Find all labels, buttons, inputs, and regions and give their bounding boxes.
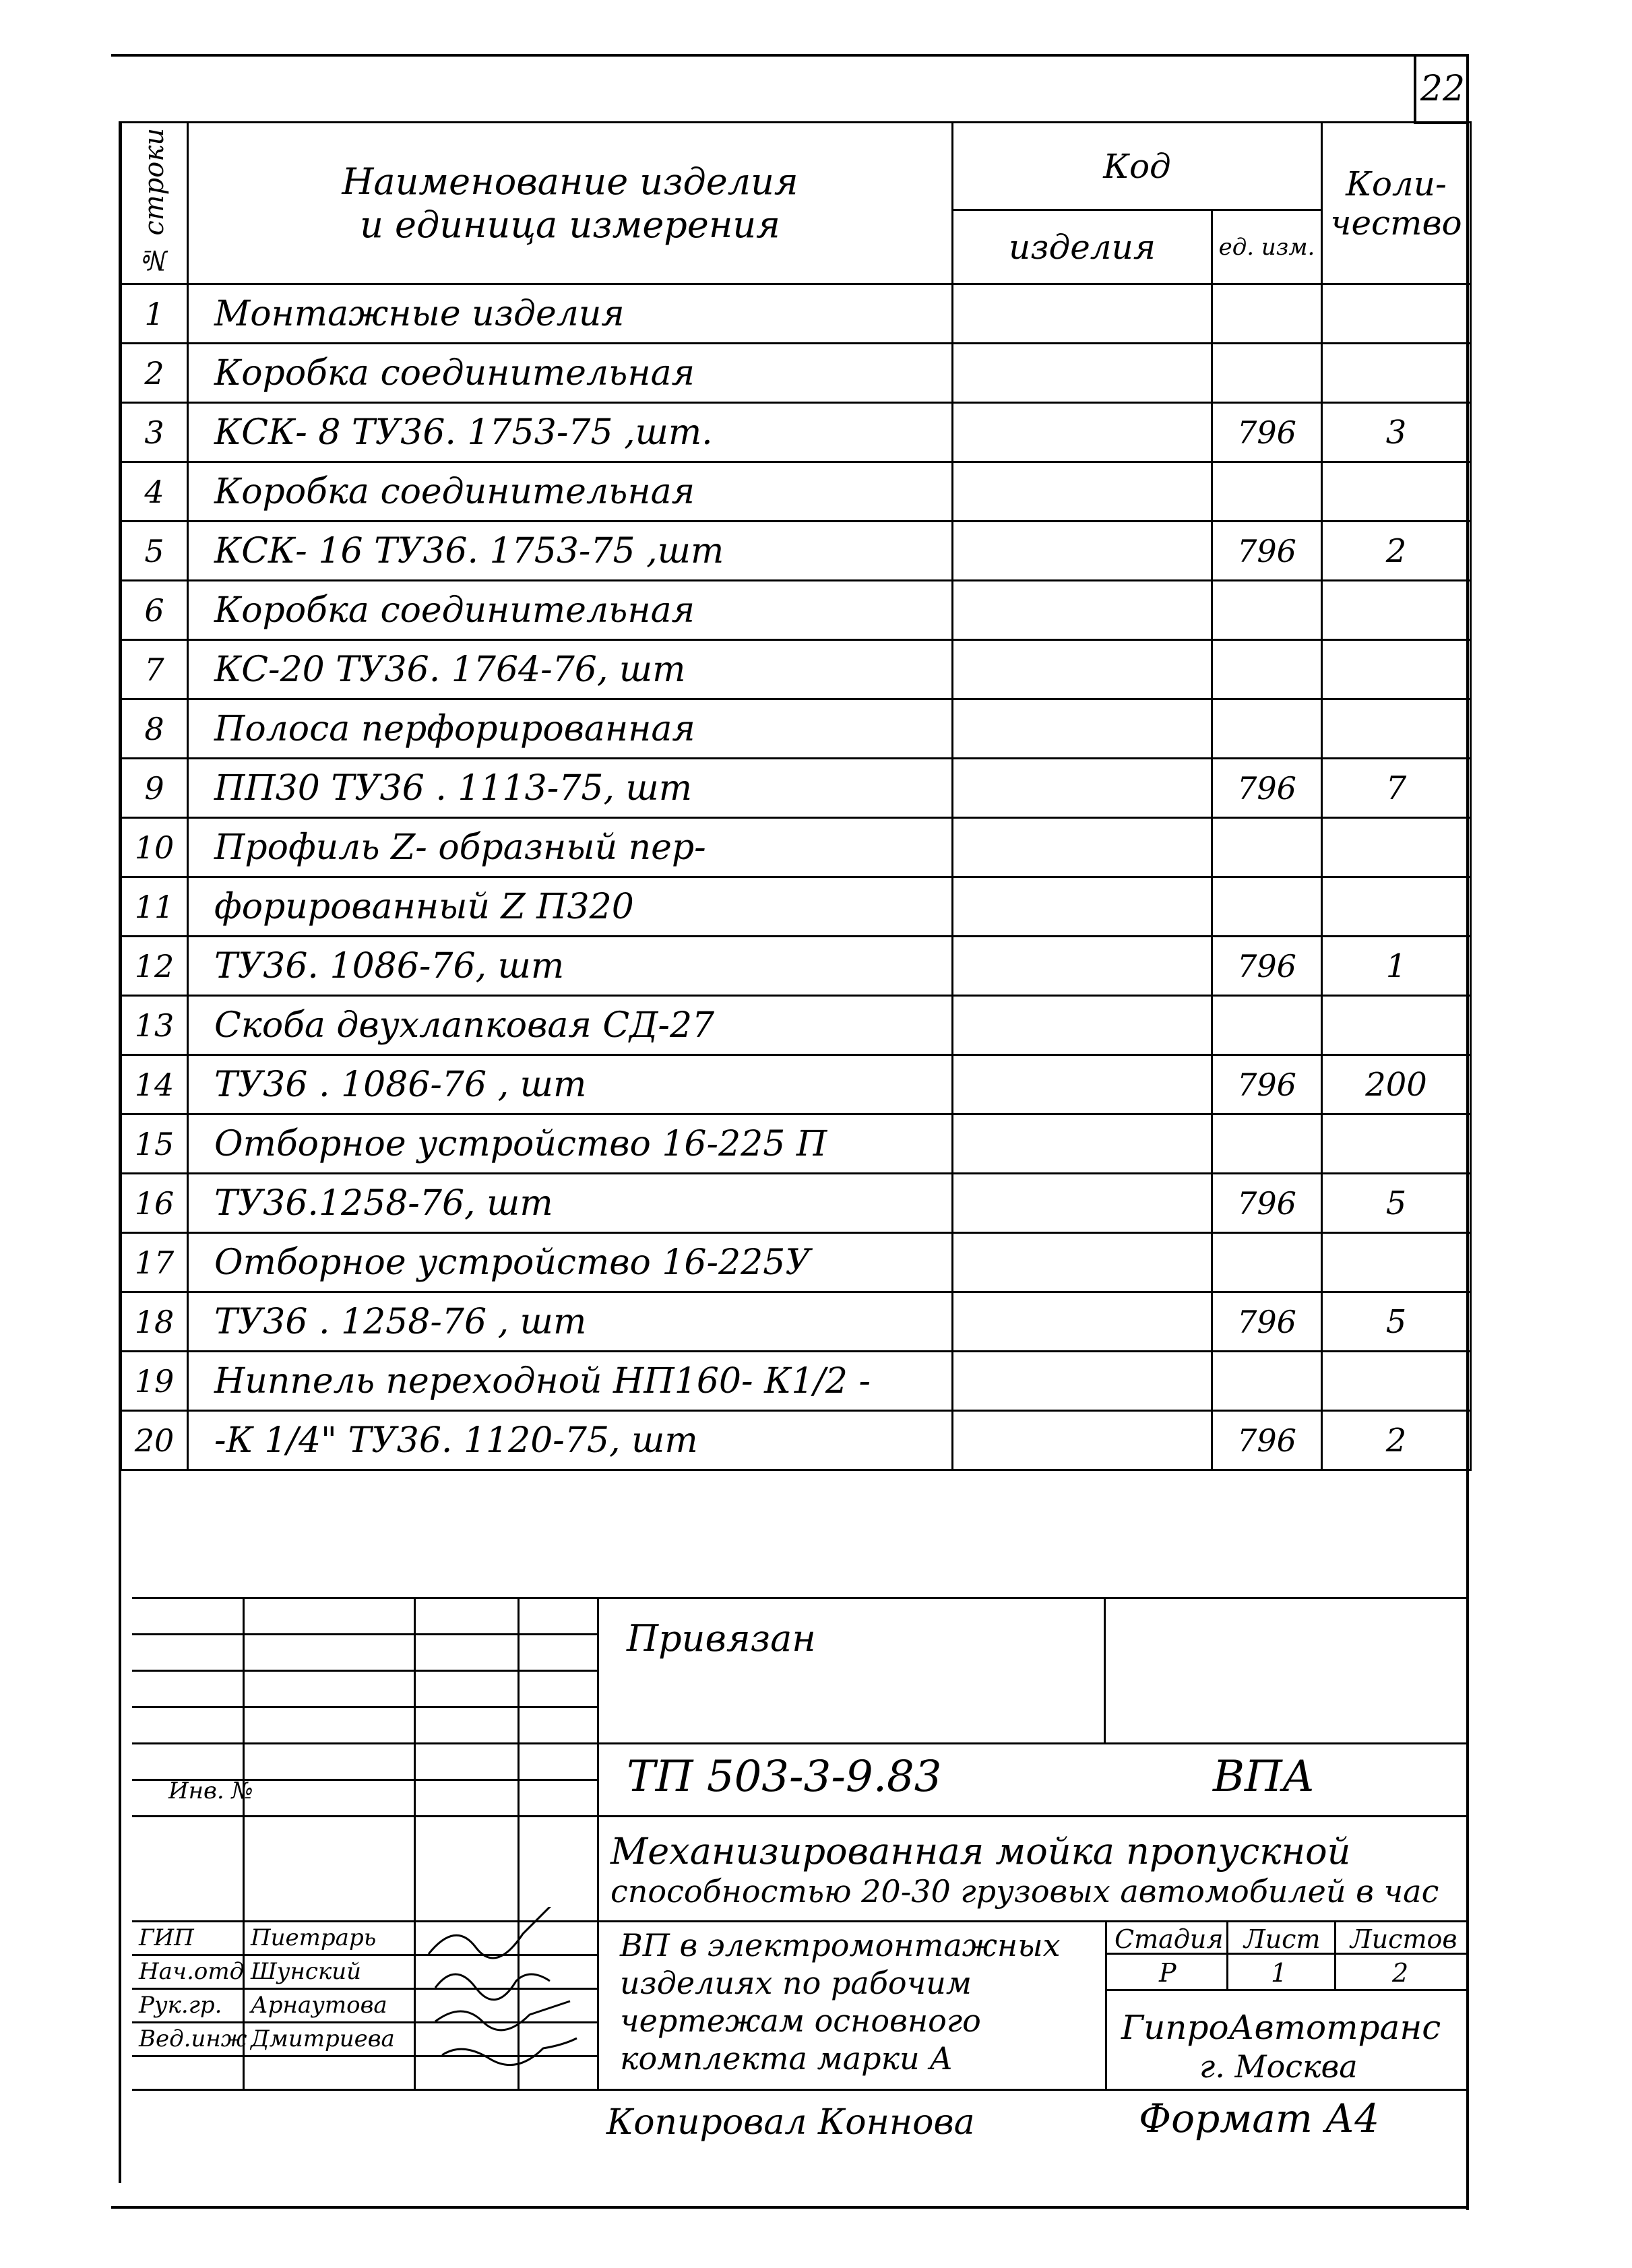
inv-number-label: Инв. № bbox=[168, 1777, 253, 1804]
table-row bbox=[121, 284, 1471, 344]
tb-line bbox=[132, 1670, 598, 1672]
item-code-cell bbox=[953, 699, 1212, 759]
item-code-cell bbox=[953, 1055, 1212, 1114]
item-name-cell: Отборное устройство 16-225У bbox=[188, 1233, 953, 1292]
row-number-cell: 3 bbox=[121, 403, 188, 462]
quantity-cell bbox=[1322, 284, 1471, 344]
item-name-cell: ТУ36 . 1258-76 , шт bbox=[188, 1292, 953, 1352]
item-code-cell bbox=[953, 1292, 1212, 1352]
row-number-cell: 11 bbox=[121, 877, 188, 937]
table-row bbox=[121, 1292, 1471, 1352]
item-code-cell bbox=[953, 996, 1212, 1055]
unit-code-cell: 796 bbox=[1212, 403, 1322, 462]
table-row bbox=[121, 1114, 1471, 1174]
designation: ТП 503-3-9.83 bbox=[627, 1752, 942, 1802]
header-name bbox=[188, 123, 953, 284]
unit-code-cell bbox=[1212, 996, 1322, 1055]
unit-code-cell: 796 bbox=[1212, 522, 1322, 581]
quantity-cell bbox=[1322, 1114, 1471, 1174]
stage-value: Р bbox=[1159, 1958, 1176, 1988]
item-name-cell: Полоса перфорированная bbox=[188, 699, 953, 759]
quantity-cell bbox=[1322, 699, 1471, 759]
row-number-cell: 17 bbox=[121, 1233, 188, 1292]
item-code-cell bbox=[953, 462, 1212, 522]
unit-code-cell bbox=[1212, 640, 1322, 699]
quantity-cell bbox=[1322, 877, 1471, 937]
role-person-name: Арнаутова bbox=[251, 1992, 387, 2019]
item-name-cell: ПП30 ТУ36 . 1113-75, шт bbox=[188, 759, 953, 818]
quantity-cell: 2 bbox=[1322, 522, 1471, 581]
quantity-cell: 5 bbox=[1322, 1174, 1471, 1233]
row-number-cell: 13 bbox=[121, 996, 188, 1055]
header-code-item: изделия bbox=[953, 210, 1212, 284]
quantity-cell bbox=[1322, 818, 1471, 877]
stage-label: Стадия bbox=[1115, 1924, 1224, 1954]
role-person-name: Шунский bbox=[251, 1958, 362, 1985]
signature-scribbles bbox=[415, 1907, 597, 2089]
item-code-cell bbox=[953, 1174, 1212, 1233]
item-name-cell: -К 1/4" ТУ36. 1120-75, шт bbox=[188, 1411, 953, 1470]
project-title-line1: Механизированная мойка пропускной bbox=[610, 1830, 1351, 1872]
unit-code-cell: 796 bbox=[1212, 759, 1322, 818]
attached-label: Привязан bbox=[627, 1617, 816, 1660]
unit-code-cell bbox=[1212, 699, 1322, 759]
unit-code-cell bbox=[1212, 1352, 1322, 1411]
tb-line bbox=[1334, 1920, 1336, 1989]
item-code-cell bbox=[953, 1114, 1212, 1174]
table-header-row bbox=[121, 123, 1471, 210]
item-code-cell bbox=[953, 344, 1212, 403]
table-row bbox=[121, 1352, 1471, 1411]
header-quantity-line1: Коли- bbox=[1346, 164, 1447, 203]
table-row bbox=[121, 877, 1471, 937]
row-number-cell: 14 bbox=[121, 1055, 188, 1114]
item-name-cell: Отборное устройство 16-225 П bbox=[188, 1114, 953, 1174]
table-row bbox=[121, 581, 1471, 640]
item-name-cell: Скоба двухлапковая СД-27 bbox=[188, 996, 953, 1055]
unit-code-cell: 796 bbox=[1212, 937, 1322, 996]
table-row bbox=[121, 818, 1471, 877]
header-code: Код bbox=[953, 123, 1322, 210]
item-code-cell bbox=[953, 1411, 1212, 1470]
row-number-cell: 6 bbox=[121, 581, 188, 640]
tb-line bbox=[1104, 1597, 1106, 1742]
paper-format: Формат А4 bbox=[1139, 2096, 1380, 2141]
table-row bbox=[121, 522, 1471, 581]
unit-code-cell bbox=[1212, 1233, 1322, 1292]
role-label: ГИП bbox=[139, 1924, 194, 1951]
table-row bbox=[121, 403, 1471, 462]
unit-code-cell: 796 bbox=[1212, 1174, 1322, 1233]
sheet-number: 22 bbox=[1414, 57, 1469, 124]
row-number-cell: 9 bbox=[121, 759, 188, 818]
table-row bbox=[121, 1411, 1471, 1470]
header-name-line2: и единица измерения bbox=[360, 203, 780, 246]
copied-by: Копировал Коннова bbox=[606, 2102, 975, 2143]
tb-line bbox=[1226, 1920, 1228, 1989]
unit-code-cell: 796 bbox=[1212, 1411, 1322, 1470]
item-name-cell: Монтажные изделия bbox=[188, 284, 953, 344]
table-body bbox=[121, 284, 1471, 1470]
unit-code-cell: 796 bbox=[1212, 1055, 1322, 1114]
role-label: Нач.отд bbox=[139, 1958, 245, 1985]
item-name-cell: ТУ36 . 1086-76 , шт bbox=[188, 1055, 953, 1114]
row-number-cell: 4 bbox=[121, 462, 188, 522]
frame-top-line bbox=[111, 54, 1469, 57]
item-name-cell: Профиль Z- образный пер- bbox=[188, 818, 953, 877]
tb-line bbox=[1105, 1920, 1107, 2089]
unit-code-cell bbox=[1212, 1114, 1322, 1174]
sheet-title-line4: комплекта марки А bbox=[620, 2040, 953, 2077]
row-number-cell: 10 bbox=[121, 818, 188, 877]
sheet-value: 1 bbox=[1271, 1958, 1288, 1988]
row-number-cell: 7 bbox=[121, 640, 188, 699]
unit-code-cell bbox=[1212, 581, 1322, 640]
tb-line bbox=[132, 1920, 1469, 1922]
role-label: Вед.инж bbox=[139, 2025, 247, 2052]
item-name-cell: Коробка соединительная bbox=[188, 581, 953, 640]
table-row bbox=[121, 759, 1471, 818]
table-row bbox=[121, 462, 1471, 522]
item-code-cell bbox=[953, 284, 1212, 344]
role-person-name: Пиетрарь bbox=[251, 1924, 377, 1951]
frame-bottom-line bbox=[111, 2206, 1469, 2209]
item-name-cell: КСК- 16 ТУ36. 1753-75 ,шт bbox=[188, 522, 953, 581]
item-code-cell bbox=[953, 759, 1212, 818]
unit-code-cell bbox=[1212, 818, 1322, 877]
item-name-cell: Коробка соединительная bbox=[188, 462, 953, 522]
item-name-cell: КСК- 8 ТУ36. 1753-75 ,шт. bbox=[188, 403, 953, 462]
row-number-cell: 15 bbox=[121, 1114, 188, 1174]
item-code-cell bbox=[953, 818, 1212, 877]
document-code: ВПА bbox=[1213, 1752, 1315, 1802]
tb-line bbox=[597, 1597, 599, 2089]
project-title-line2: способностью 20-30 грузовых автомобилей в час bbox=[610, 1873, 1439, 1910]
row-number-cell: 20 bbox=[121, 1411, 188, 1470]
quantity-cell bbox=[1322, 1233, 1471, 1292]
quantity-cell: 3 bbox=[1322, 403, 1471, 462]
quantity-cell bbox=[1322, 1352, 1471, 1411]
table-row bbox=[121, 640, 1471, 699]
row-number-cell: 2 bbox=[121, 344, 188, 403]
item-code-cell bbox=[953, 1233, 1212, 1292]
header-code-unit: ед. изм. bbox=[1212, 210, 1322, 284]
header-name-line1: Наименование изделия bbox=[342, 160, 798, 203]
item-code-cell bbox=[953, 522, 1212, 581]
table-row bbox=[121, 1174, 1471, 1233]
sheets-value: 2 bbox=[1392, 1958, 1409, 1988]
item-name-cell: ТУ36. 1086-76, шт bbox=[188, 937, 953, 996]
tb-line bbox=[132, 1597, 1469, 1599]
sheets-label: Листов bbox=[1350, 1924, 1457, 1954]
tb-line bbox=[243, 1597, 245, 2089]
role-person-name: Дмитриева bbox=[251, 2025, 395, 2052]
quantity-cell: 2 bbox=[1322, 1411, 1471, 1470]
table-row bbox=[121, 996, 1471, 1055]
role-label: Рук.гр. bbox=[139, 1992, 222, 2019]
table-row bbox=[121, 699, 1471, 759]
row-number-cell: 5 bbox=[121, 522, 188, 581]
item-name-cell: КС-20 ТУ36. 1764-76, шт bbox=[188, 640, 953, 699]
tb-line bbox=[1105, 1989, 1469, 1991]
tb-line bbox=[132, 2089, 1469, 2091]
item-name-cell: Ниппель переходной НП160- К1/2 - bbox=[188, 1352, 953, 1411]
quantity-cell bbox=[1322, 581, 1471, 640]
quantity-cell bbox=[1322, 462, 1471, 522]
row-number-cell: 18 bbox=[121, 1292, 188, 1352]
tb-line bbox=[132, 1633, 598, 1635]
sheet-label: Лист bbox=[1244, 1924, 1321, 1954]
item-name-cell: ТУ36.1258-76, шт bbox=[188, 1174, 953, 1233]
sheet-title-line3: чертежам основного bbox=[620, 2003, 981, 2039]
unit-code-cell bbox=[1212, 877, 1322, 937]
header-row-no bbox=[121, 123, 188, 284]
row-number-cell: 12 bbox=[121, 937, 188, 996]
item-code-cell bbox=[953, 581, 1212, 640]
table-row bbox=[121, 1055, 1471, 1114]
header-quantity bbox=[1322, 123, 1471, 284]
specification-table bbox=[120, 121, 1472, 1471]
organization-name: ГипроАвтотранс bbox=[1121, 2008, 1441, 2047]
quantity-cell: 200 bbox=[1322, 1055, 1471, 1114]
item-code-cell bbox=[953, 403, 1212, 462]
item-code-cell bbox=[953, 640, 1212, 699]
tb-line bbox=[132, 1815, 1469, 1817]
quantity-cell bbox=[1322, 344, 1471, 403]
quantity-cell bbox=[1322, 640, 1471, 699]
sheet-title-line1: ВП в электромонтажных bbox=[620, 1927, 1061, 1963]
header-quantity-line2: чество bbox=[1330, 203, 1462, 243]
table-row bbox=[121, 1233, 1471, 1292]
item-name-cell: Коробка соединительная bbox=[188, 344, 953, 403]
item-code-cell bbox=[953, 877, 1212, 937]
unit-code-cell bbox=[1212, 284, 1322, 344]
row-number-cell: 1 bbox=[121, 284, 188, 344]
tb-line bbox=[132, 1706, 598, 1708]
item-name-cell: форированный Z П320 bbox=[188, 877, 953, 937]
quantity-cell: 5 bbox=[1322, 1292, 1471, 1352]
row-number-cell: 16 bbox=[121, 1174, 188, 1233]
item-code-cell bbox=[953, 1352, 1212, 1411]
table-row bbox=[121, 344, 1471, 403]
row-number-cell: 8 bbox=[121, 699, 188, 759]
item-code-cell bbox=[953, 937, 1212, 996]
table-row bbox=[121, 937, 1471, 996]
sheet-title-line2: изделиях по рабочим bbox=[620, 1965, 972, 2001]
header-row-no-label: № строки bbox=[139, 128, 170, 276]
unit-code-cell bbox=[1212, 462, 1322, 522]
quantity-cell bbox=[1322, 996, 1471, 1055]
row-number-cell: 19 bbox=[121, 1352, 188, 1411]
quantity-cell: 1 bbox=[1322, 937, 1471, 996]
organization-city: г. Москва bbox=[1199, 2048, 1358, 2085]
unit-code-cell: 796 bbox=[1212, 1292, 1322, 1352]
unit-code-cell bbox=[1212, 344, 1322, 403]
quantity-cell: 7 bbox=[1322, 759, 1471, 818]
tb-line bbox=[132, 1742, 1469, 1744]
